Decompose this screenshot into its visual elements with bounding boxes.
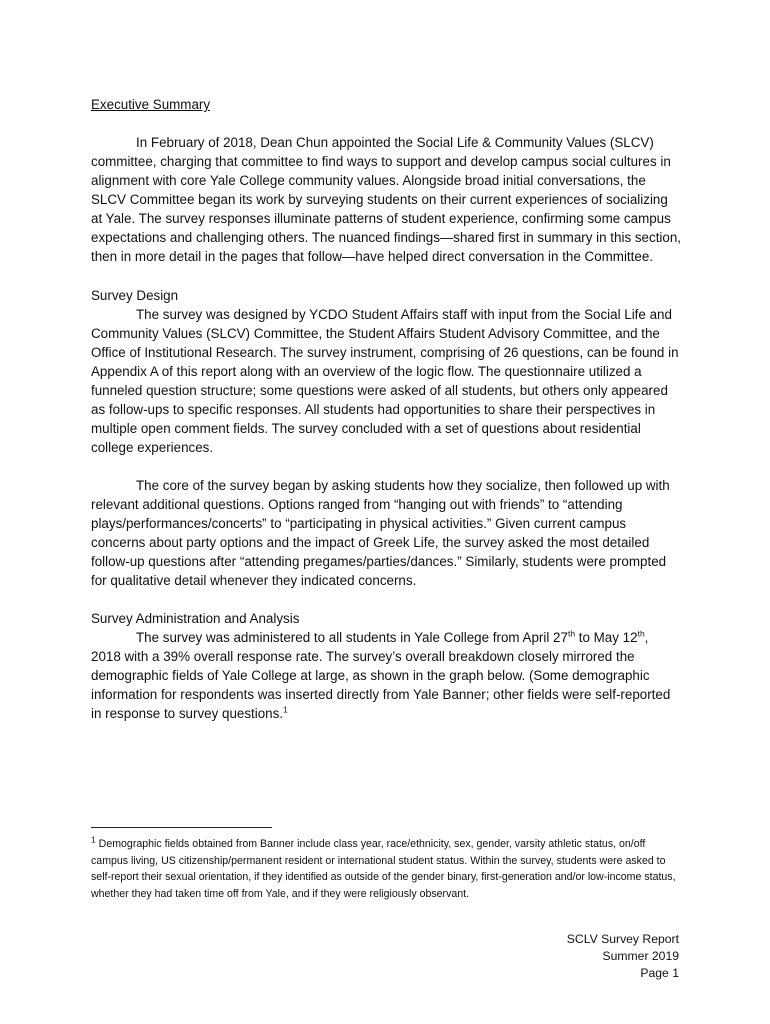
footer-report-title: SCLV Survey Report: [566, 932, 679, 946]
admin-text-b: to May 12: [575, 630, 638, 645]
page-footer: [567, 931, 679, 982]
ordinal-suffix-b: th: [637, 628, 645, 639]
executive-summary-paragraph: In February of 2018, Dean Chun appointed the Social Life & Community Values (SLCV) committee, charging that committee to find ways to support and develop campus social cultures in alignment with core Yale College community values. Alongside broad initial conversations, the SLCV Committee began its work by surveying students on their current experiences of socializing at Yale. The survey responses illuminate patterns of student experience, confirming some campus expectations and challenging others. The nuanced findings—shared first in summary in this section, then in more detail in the pages that follow—have helped direct conversation in the Committee.: [91, 135, 682, 264]
footnote-reference[interactable]: 1: [283, 704, 288, 715]
admin-text-a: The survey was administered to all students in Yale College from April 27: [136, 630, 568, 645]
footnote: [91, 836, 681, 902]
survey-administration-heading: Survey Administration and Analysis: [91, 611, 300, 626]
footnote-text: Demographic fields obtained from Banner include class year, race/ethnicity, sex, gender, varsity athletic status, on/off campus living, US citizenship/permanent resident or international student status. Within the survey, students were asked to self-report their sexual orientation, if they identified as outside of the gender binary, first-generation and/or low-income status, whether they had taken time off from Yale, and if they were religiously observant.: [91, 838, 676, 900]
admin-text-c: , 2018 with a 39% overall response rate. The survey’s overall breakdown closely mirrored the demographic fields of Yale College at large, as shown in the graph below. (Some demographic information for respondents was inserted directly from Yale Banner; other fields were self-reported in response to survey questions.: [91, 630, 671, 721]
ordinal-suffix-a: th: [567, 628, 576, 639]
footer-page-number: Page 1: [640, 966, 679, 980]
main-content: [91, 95, 681, 723]
executive-summary-heading: Executive Summary: [91, 97, 211, 112]
footer-season: Summer 2019: [602, 949, 679, 963]
footnote-divider: [91, 827, 272, 828]
survey-administration-paragraph: [91, 628, 681, 723]
survey-design-paragraph-1: The survey was designed by YCDO Student Affairs staff with input from the Social Life and Community Values (SLCV) Committee, the Student Affairs Student Advisory Committee, and the Office of Institutional Research. The survey instrument, comprising of 26 questions, can be found in Appendix A of this report along with an overview of the logic flow. The questionnaire utilized a funneled question structure; some questions were asked of all students, but others only appeared as follow-ups to specific responses. All students had opportunities to share their perspectives in multiple open comment fields. The survey concluded with a set of questions about residential college experiences.: [91, 307, 679, 455]
survey-design-heading: Survey Design: [91, 288, 179, 303]
footnote-marker: 1: [91, 834, 96, 845]
survey-design-paragraph-2: The core of the survey began by asking students how they socialize, then followed up with relevant additional questions. Options ranged from “hanging out with friends” to “attending plays/performances/concerts” to “participating in physical activities.” Given current campus concerns about party options and the impact of Greek Life, the survey asked the most detailed follow-up questions after “attending pregames/parties/dances.” Similarly, students were prompted for qualitative detail whenever they indicated concerns.: [91, 478, 670, 588]
